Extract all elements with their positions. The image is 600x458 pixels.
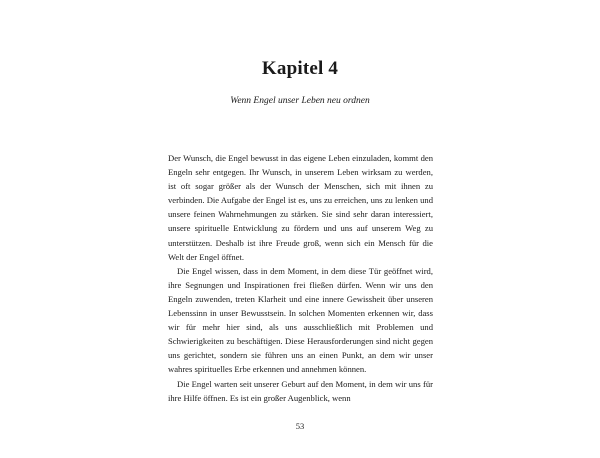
chapter-title: Kapitel 4 [261,58,339,79]
body-text [168,151,433,405]
paragraph-1: Der Wunsch, die Engel bewusst in das eigene Leben einzuladen, kommt den Engeln sehr entgegen. Ihr Wunsch, in unserem Leben wirksam zu werden, ist oft sogar größer als der Wunsch der Menschen, sich mit ihnen zu verbinden. Die Aufgabe der Engel ist es, uns zu erreichen, uns zu lenken und unsere feinen Wahrnehmungen zu stärken. Sie sind sehr daran interessiert, unsere spirituelle Entwicklung zu fördern und uns auf unserem Weg zu unterstützen. Deshalb ist ihre Freude groß, wenn sich ein Mensch für die Welt der Engel öffnet. [168,153,433,262]
paragraph-3: Die Engel warten seit unserer Geburt auf den Moment, in dem wir uns für ihre Hilfe öffnen. Es ist ein großer Augenblick, wenn [168,378,433,403]
page-number: 53 [295,421,305,431]
chapter-subtitle: Wenn Engel unser Leben neu ordnen [230,96,370,106]
paragraph-2: Die Engel wissen, dass in dem Moment, in dem diese Tür geöffnet wird, ihre Segnungen und Inspirationen frei fließen dürfen. Wenn wir uns den Engeln zuwenden, treten Klarheit und eine innere Gewissheit über unseren Lebenssinn in unser Bewusstsein. In solchen Momenten erkennen wir, dass wir für mehr hier sind, als uns ausschließlich mit Problemen und Schwierigkeiten zu beschäftigen. Diese Herausforderungen sind nicht gegen uns gerichtet, sondern sie führen uns an einen Punkt, an dem wir unser wahres spirituelles Erbe erkennen und annehmen können. [168,265,433,375]
